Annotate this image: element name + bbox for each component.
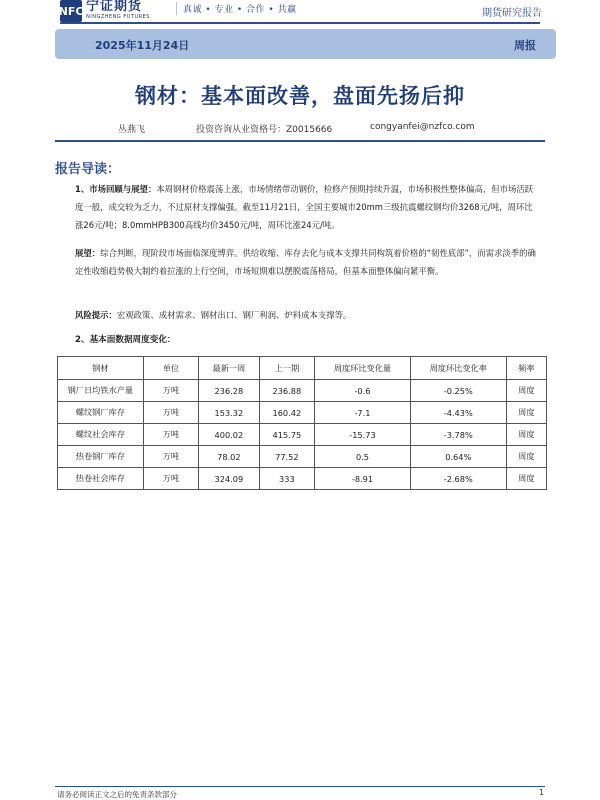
report-title: 钢材：基本面改善，盘面先扬后抑 xyxy=(135,83,465,108)
table-cell: 螺纹社会库存 xyxy=(58,424,144,446)
market-review-label: 1、市场回顾与展望： xyxy=(75,184,157,194)
page-number: 1 xyxy=(539,788,545,797)
table-row xyxy=(58,402,547,424)
table-cell: -2.68% xyxy=(410,468,506,490)
table-row xyxy=(58,446,547,468)
author-name: 丛燕飞 xyxy=(118,125,146,135)
table-cell: 153.32 xyxy=(199,402,259,424)
report-date: 2025年11月24日 xyxy=(95,39,190,52)
table-row xyxy=(58,468,547,490)
table-row xyxy=(58,380,547,402)
author-certificate: 投资咨询从业资格号：Z0015666 xyxy=(196,125,333,135)
table-cell: 周度 xyxy=(506,402,546,424)
table-cell: 万吨 xyxy=(143,468,198,490)
table-header-cell: 频率 xyxy=(506,357,546,380)
table-header-row xyxy=(58,357,547,380)
table-cell: 0.64% xyxy=(410,446,506,468)
table-cell: 0.5 xyxy=(315,446,411,468)
footer-divider xyxy=(55,786,545,787)
table-cell: -0.6 xyxy=(315,380,411,402)
page-header xyxy=(0,0,600,26)
table-cell: 钢厂日均铁水产量 xyxy=(58,380,144,402)
table-cell: -0.25% xyxy=(410,380,506,402)
table-header-cell: 钢材 xyxy=(58,357,144,380)
table-cell: 周度 xyxy=(506,380,546,402)
table-cell: 万吨 xyxy=(143,380,198,402)
table-cell: 周度 xyxy=(506,446,546,468)
date-band xyxy=(55,29,556,59)
table-cell: 160.42 xyxy=(259,402,314,424)
risk-paragraph xyxy=(75,306,537,324)
table-cell: 77.52 xyxy=(259,446,314,468)
table-header-cell: 周度环比变化量 xyxy=(315,357,411,380)
market-review-text: 本周钢材价格震荡上涨，市场情绪带动钢价，检修产预期持续升温，市场积极性整体偏高，但市场活跃度一般，成交较为乏力，不过原材支撑偏强。截至11月21日，全国主要城市20mm三级抗震螺纹钢均价3268元/吨，周环比涨26元/吨；8.0mmHPB300高线均价3450元/吨，周环比涨24元/吨。 xyxy=(75,184,534,230)
risk-text: 宏观政策、成材需求、钢材出口、钢厂利润、炉料成本支撑等。 xyxy=(116,310,352,320)
table-header-cell: 最新一周 xyxy=(199,357,259,380)
table-cell: -8.91 xyxy=(315,468,411,490)
table-row xyxy=(58,424,547,446)
title-divider xyxy=(55,140,545,142)
author-email: congyanfei@nzfco.com xyxy=(370,122,475,132)
table-cell: 324.09 xyxy=(199,468,259,490)
fundamentals-table xyxy=(57,356,547,490)
outlook-text: 综合判断，现阶段市场面临深度博弈。供给收缩、库存去化与成本支撑共同构筑着价格的“韧性底部”，而需求淡季的确定性收缩趋势极大制约着拉涨的上行空间，市场短期难以摆脱震荡格局，但基本面整体偏向紧平衡。 xyxy=(75,248,536,276)
table-header-cell: 上一期 xyxy=(259,357,314,380)
table-cell: 螺纹钢厂库存 xyxy=(58,402,144,424)
table-cell: 415.75 xyxy=(259,424,314,446)
table-cell: -3.78% xyxy=(410,424,506,446)
table-header-cell: 单位 xyxy=(143,357,198,380)
market-review-paragraph xyxy=(75,180,537,234)
risk-label: 风险提示： xyxy=(75,310,117,320)
header-slogan: 真诚 • 专业 • 合作 • 共赢 xyxy=(176,2,297,15)
report-kind: 周报 xyxy=(514,39,536,52)
footer-disclaimer: 请务必阅读正文之后的免责条款部分 xyxy=(57,790,177,799)
table-cell: -7.1 xyxy=(315,402,411,424)
header-divider xyxy=(60,22,540,24)
table-cell: 78.02 xyxy=(199,446,259,468)
company-logo xyxy=(60,0,150,22)
outlook-label: 展望： xyxy=(75,248,101,258)
table-cell: 热卷社会库存 xyxy=(58,468,144,490)
table-cell: 236.88 xyxy=(259,380,314,402)
table-cell: 万吨 xyxy=(143,424,198,446)
table-cell: 333 xyxy=(259,468,314,490)
report-type-label: 期货研究报告 xyxy=(482,8,542,19)
table-cell: 236.28 xyxy=(199,380,259,402)
logo-mark-icon: NFC xyxy=(60,0,82,22)
table-cell: 万吨 xyxy=(143,446,198,468)
outlook-paragraph xyxy=(75,244,537,280)
table-cell: -4.43% xyxy=(410,402,506,424)
table-cell: 万吨 xyxy=(143,402,198,424)
logo-subtitle: NINGZHENG FUTURES xyxy=(86,14,150,20)
table-header-cell: 周度环比变化率 xyxy=(410,357,506,380)
table-cell: -15.73 xyxy=(315,424,411,446)
guide-heading: 报告导读： xyxy=(55,162,121,177)
table-cell: 周度 xyxy=(506,468,546,490)
logo-name: 宁证期货 xyxy=(86,0,143,14)
table-heading: 2、基本面数据周度变化： xyxy=(75,335,176,345)
table-cell: 热卷钢厂库存 xyxy=(58,446,144,468)
table-cell: 周度 xyxy=(506,424,546,446)
logo-text xyxy=(86,0,150,20)
table-cell: 400.02 xyxy=(199,424,259,446)
